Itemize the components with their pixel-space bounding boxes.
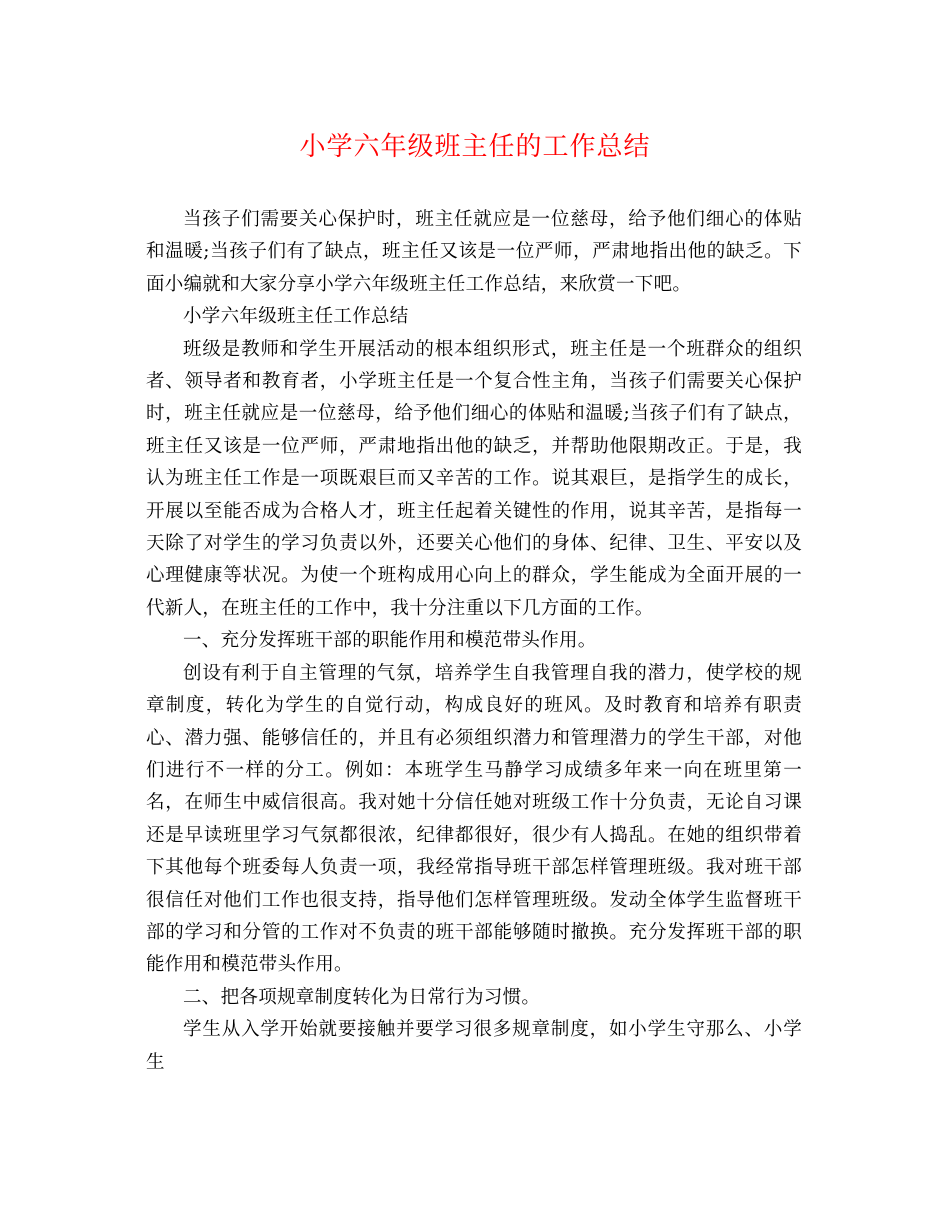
section-heading-summary: 小学六年级班主任工作总结: [183, 306, 409, 328]
document-title: 小学六年级班主任的工作总结: [299, 132, 651, 162]
section-heading-2: 二、把各项规章制度转化为日常行为习惯。: [183, 986, 541, 1008]
body-paragraph: 学生从入学开始就要接触并要学习很多规章制度，如小学生守那么、小学生: [146, 1019, 802, 1073]
body-paragraph: 创设有利于自主管理的气氛，培养学生自我管理自我的潜力，使学校的规章制度，转化为学生的自觉行动，构成良好的班风。及时教育和培养有职责心、潜力强、能够信任的，并且有必须组织潜力和管理潜力的学生干部，对他们进行不一样的分工。例如：本班学生马静学习成绩多年来一向在班里第一名，在师生中威信很高。我对她十分信任她对班级工作十分负责，无论自习课还是早读班里学习气氛都很浓，纪律都很好，很少有人捣乱。在她的组织带着下其他每个班委每人负责一项，我经常指导班干部怎样管理班级。我对班干部很信任对他们工作也很支持，指导他们怎样管理班级。发动全体学生监督班干部的学习和分管的工作对不负责的班干部能够随时撤换。充分发挥班干部的职能作用和模范带头作用。: [146, 662, 802, 976]
body-paragraph: 班级是教师和学生开展活动的根本组织形式，班主任是一个班群众的组织者、领导者和教育者，小学班主任是一个复合性主角，当孩子们需要关心保护时，班主任就应是一位慈母，给予他们细心的体贴和温暖;当孩子们有了缺点，班主任又该是一位严师，严肃地指出他的缺乏，并帮助他限期改正。于是，我认为班主任工作是一项既艰巨而又辛苦的工作。说其艰巨，是指学生的成长，开展以至能否成为合格人才，班主任起着关键性的作用，说其辛苦，是指每一天除了对学生的学习负责以外，还要关心他们的身体、纪律、卫生、平安以及心理健康等状况。为使一个班构成用心向上的群众，学生能成为全面开展的一代新人，在班主任的工作中，我十分注重以下几方面的工作。: [146, 338, 802, 619]
document-body: [146, 204, 802, 1079]
intro-paragraph: 当孩子们需要关心保护时，班主任就应是一位慈母，给予他们细心的体贴和温暖;当孩子们有了缺点，班主任又该是一位严师，严肃地指出他的缺乏。下面小编就和大家分享小学六年级班主任工作总结，来欣赏一下吧。: [146, 209, 802, 295]
section-heading-1: 一、充分发挥班干部的职能作用和模范带头作用。: [183, 630, 597, 652]
